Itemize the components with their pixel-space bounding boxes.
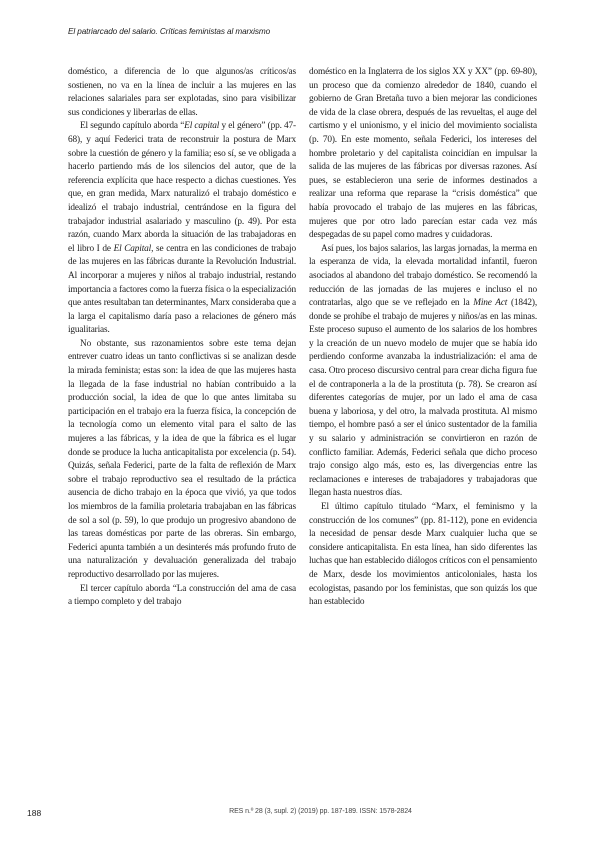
citation-text: RES n.º 28 (3, supl. 2) (2019) pp. 187-189. ISSN: 1578-2824 (229, 808, 412, 815)
text-run: (1842), donde se prohíbe el trabajo de mujeres y niños/as en las minas. Este proceso supuso el aumento de los salarios de los hombres y la creación de un nuevo modelo de mujer que se había ido perdiendo conforme avanzaba la industrialización: el ama de casa. Otro proceso discursivo central para crear dicha figura fue el de contraponerla a la de la prostituta (p. 78). Se crearon así diferentes categorías de mujer, por un lado el ama de casa buena y laboriosa, y del otro, la malvada prostituta. Al mismo tiempo, el hombre pasó a ser el único sustentador de la familia y su salario y administración se convirtieron en razón de conflicto familiar. Además, Federici señala que dicho proceso trajo consigo algo más, esto es, las divergencias entre las reclamaciones e intereses de trabajadores y trabajadoras que llegan hasta nuestros días. (309, 298, 537, 499)
text-run: El segundo capítulo aborda “ (80, 121, 185, 132)
paragraph: El último capítulo titulado “Marx, el feminismo y la construcción de los comunes” (pp. 81-112), pone en evidencia la necesidad de pensar desde Marx cualquier lucha que se considere anticapitalista. En esta línea, han sido diferentes las luchas que han establecido diálogos críticos con el pensamiento de Marx, desde los movimientos anticoloniales, hasta los ecologistas, pasando por los feministas, que son quizás los que han establecido (309, 502, 537, 608)
text-run: y el género” (pp. 47-68), y aquí Federici trata de reconstruir la postura de Marx sobre la cuestión de género y la familia; eso sí, se ve obligada a hacerlo partiendo más de los silencios del autor, que de la referencia explícita que hace respecto a dichas cuestiones. Yes que, en gran medida, Marx naturalizó el trabajo doméstico e idealizó el trabajo industrial, centrándose en la figura del trabajador industrial asalariado y masculino (p. 49). Por esta razón, cuando Marx aborda la situación de las trabajadoras en el libro I de (68, 121, 296, 254)
paragraph (68, 120, 296, 338)
paragraph (309, 243, 537, 501)
running-header: El patriarcado del salario. Críticas feministas al marxismo (68, 27, 271, 36)
act-title: Mine Act (473, 298, 508, 309)
paragraph: doméstico en la Inglaterra de los siglos XX y XX” (pp. 69-80), un proceso que da comienzo alrededor de 1840, cuando el gobierno de Gran Bretaña tuvo a bien mejorar las condiciones de vida de la clase obrera, después de las revueltas, el auge del cartismo y el unionismo, y el inicio del movimiento socialista (p. 70). En este momento, señala Federici, los intereses del hombre proletario y del capitalista coincidían en impulsar la salida de las mujeres de las fábricas por diversas razones. Así pues, se establecieron una serie de informes destinados a realizar una reforma que reparase la “crisis doméstica” que había provocado el trabajo de las mujeres en las fábricas, mujeres que por otro lado parecían estar cada vez más despegadas de su papel como madres y cuidadoras. (309, 67, 537, 241)
text-run: , se centra en las condiciones de trabajo de las mujeres en las fábricas durante la Revolución Industrial. Al incorporar a mujeres y niños al trabajo industrial, restando importancia a factores como la fuerza física o la especialización que antes resultaban tan determinantes, Marx consideraba que a la larga el capitalismo daría paso a relaciones de género más igualitarias. (68, 243, 296, 336)
paragraph: No obstante, sus razonamientos sobre este tema dejan entrever cuatro ideas un tanto conflictivas si se analizan desde la mirada feminista; estas son: la idea de que las mujeres hasta la llegada de la fase industrial no habían contribuido a la producción social, la idea de que lo que antes limitaba su participación en el trabajo era la fuerza física, la concepción de la tecnología como un elemento vital para el salto de las mujeres a las fábricas, y la idea de que la fábrica es el lugar donde se produce la lucha anticapitalista por excelencia (p. 54). Quizás, señala Federici, parte de la falta de reflexión de Marx sobre el trabajo reproductivo sea el resultado de la práctica ausencia de dicho trabajo en la época que vivió, ya que todos los miembros de la familia proletaria trabajaban en las fábricas de sol a sol (p. 59), lo que produjo un progresivo abandono de las tareas domésticas por parte de las obreras. Sin embargo, Federici apunta también a un desinterés más profundo fruto de una naturalización y devaluación generalizada del trabajo reproductivo desarrollado por las mujeres. (68, 338, 296, 580)
text-run: Así pues, los bajos salarios, las largas jornadas, la merma en la esperanza de vida, la elevada mortalidad infantil, fueron asociados al abandono del trabajo doméstico. Se recomendó la reducción de las jornadas de las mujeres e incluso el no contratarlas, algo que se ve reflejado en la (309, 243, 537, 309)
right-column (309, 66, 537, 610)
left-column (68, 66, 296, 610)
book-title: El Capital (113, 243, 152, 254)
page-number: 188 (27, 808, 42, 818)
paragraph: El tercer capítulo aborda “La construcción del ama de casa a tiempo completo y del trabajo (68, 583, 296, 608)
book-title: El capital (184, 121, 220, 132)
footer-citation (0, 808, 601, 815)
paragraph: doméstico, a diferencia de lo que algunos/as críticos/as sostienen, no va en la línea de incluir a las mujeres en las relaciones salariales para ser explotadas, sino para visibilizar sus condiciones y liberarlas de ellas. (68, 67, 296, 118)
